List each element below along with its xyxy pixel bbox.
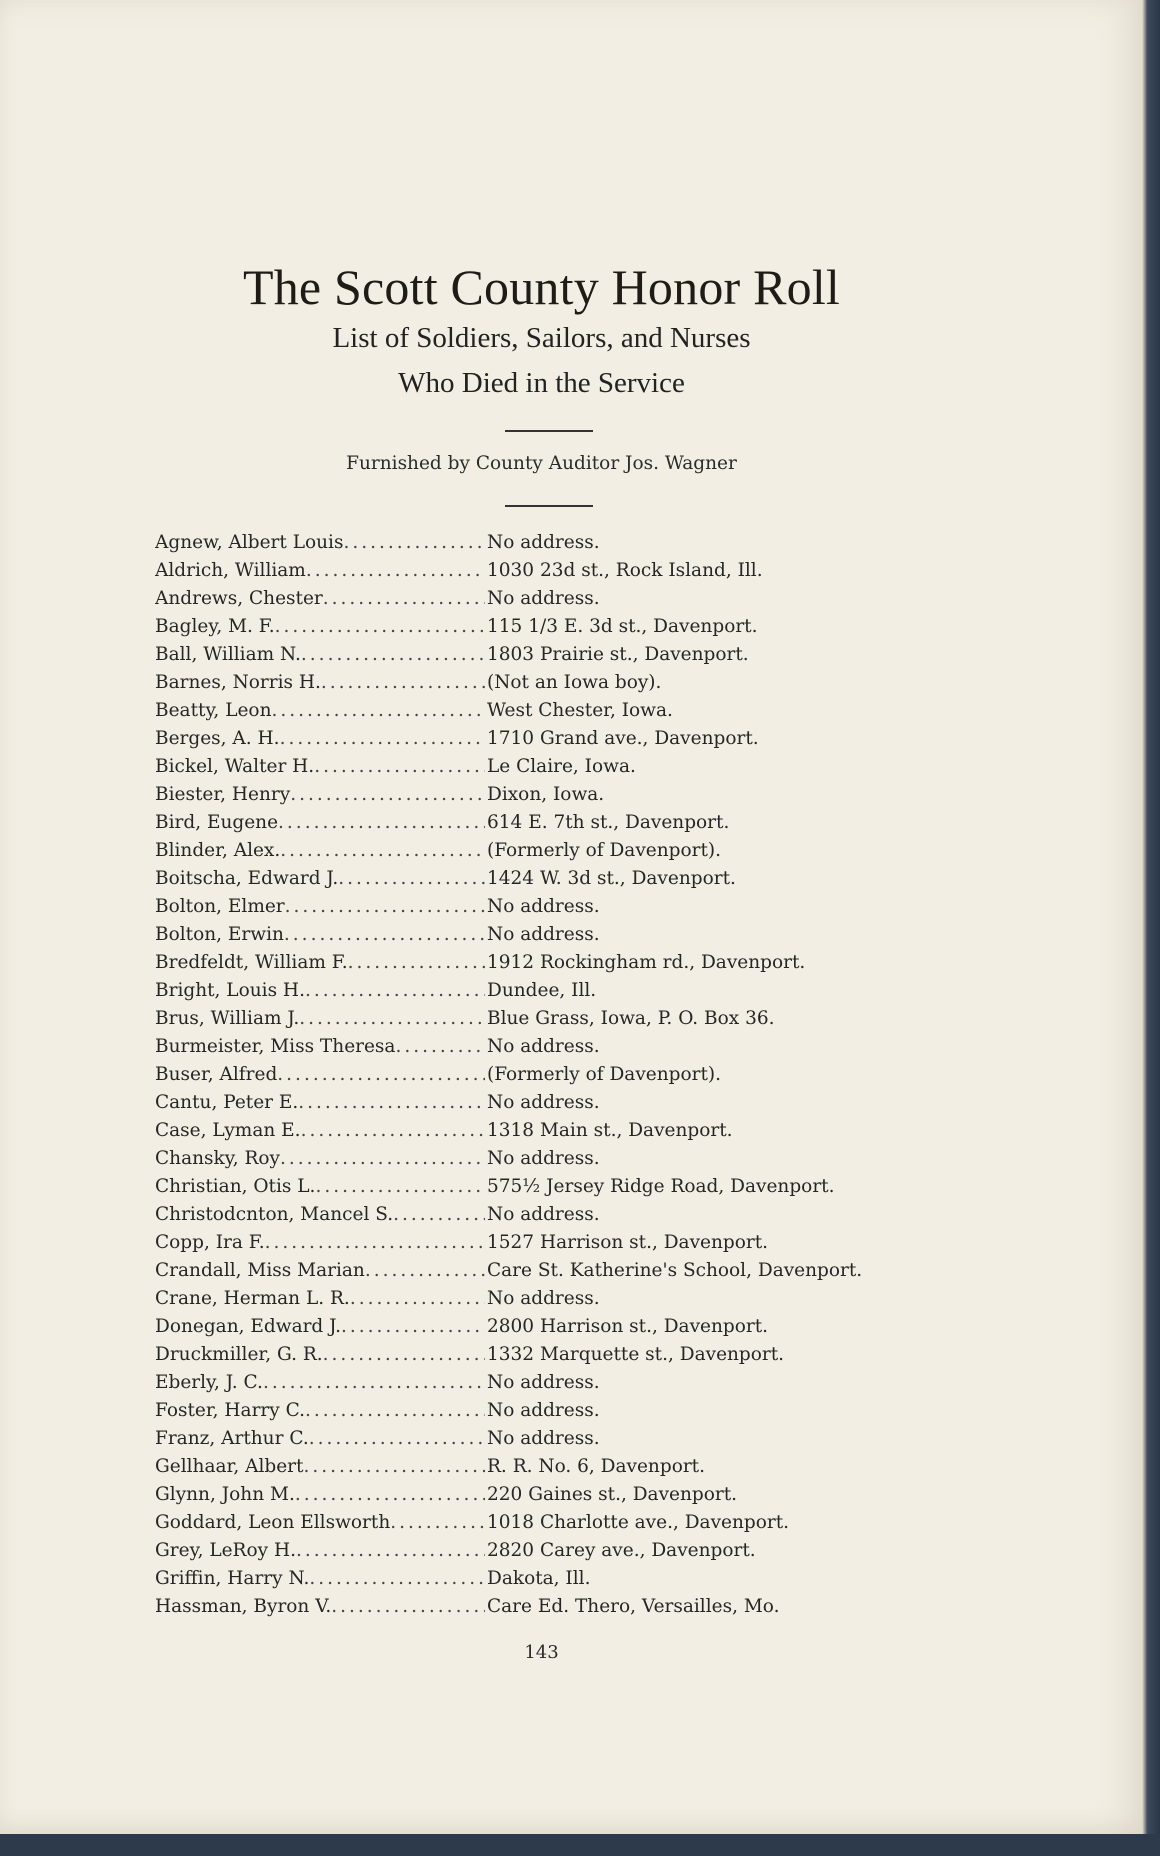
- soldier-name: Bagley, M. F.: [155, 616, 275, 637]
- soldier-name: Glynn, John M.: [155, 1484, 295, 1505]
- book-spine-edge: [1142, 0, 1160, 1856]
- dot-leader: [393, 1204, 485, 1225]
- soldier-name: Brus, William J.: [155, 1008, 300, 1029]
- name-cell: [155, 1512, 485, 1533]
- name-cell: [155, 1288, 485, 1309]
- honor-roll-list: [155, 532, 935, 1624]
- soldier-name: Cantu, Peter E.: [155, 1092, 299, 1113]
- list-item: [155, 728, 935, 756]
- soldier-name: Bolton, Erwin: [155, 924, 284, 945]
- soldier-name: Crane, Herman L. R.: [155, 1288, 350, 1309]
- name-cell: [155, 1008, 485, 1029]
- soldier-address: R. R. No. 6, Davenport.: [487, 1456, 705, 1477]
- list-item: [155, 1260, 935, 1288]
- name-cell: [155, 1120, 485, 1141]
- dot-leader: [305, 1400, 485, 1421]
- divider-top: [505, 430, 593, 432]
- soldier-name: Berges, A. H.: [155, 728, 280, 749]
- list-item: [155, 1148, 935, 1176]
- soldier-address: No address.: [487, 588, 600, 609]
- name-cell: [155, 728, 485, 749]
- list-item: [155, 1512, 935, 1540]
- dot-leader: [315, 1176, 485, 1197]
- dot-leader: [390, 1512, 485, 1533]
- soldier-address: (Formerly of Davenport).: [487, 1064, 722, 1085]
- soldier-address: 1332 Marquette st., Davenport.: [487, 1344, 785, 1365]
- name-cell: [155, 1148, 485, 1169]
- soldier-name: Bright, Louis H.: [155, 980, 305, 1001]
- list-item: [155, 1008, 935, 1036]
- soldier-address: 1710 Grand ave., Davenport.: [487, 728, 759, 749]
- list-item: [155, 560, 935, 588]
- soldier-address: No address.: [487, 1372, 600, 1393]
- soldier-name: Franz, Arthur C.: [155, 1428, 309, 1449]
- dot-leader: [284, 924, 485, 945]
- soldier-name: Buser, Alfred: [155, 1064, 278, 1085]
- soldier-name: Grey, LeRoy H.: [155, 1540, 296, 1561]
- list-item: [155, 1176, 935, 1204]
- list-item: [155, 784, 935, 812]
- list-item: [155, 868, 935, 896]
- name-cell: [155, 1456, 485, 1477]
- list-item: [155, 1456, 935, 1484]
- soldier-name: Crandall, Miss Marian: [155, 1260, 365, 1281]
- dot-leader: [285, 896, 485, 917]
- list-item: [155, 756, 935, 784]
- name-cell: [155, 1260, 485, 1281]
- list-item: [155, 1540, 935, 1568]
- list-item: [155, 1596, 935, 1624]
- soldier-name: Druckmiller, G. R.: [155, 1344, 323, 1365]
- dot-leader: [301, 644, 485, 665]
- dot-leader: [299, 1008, 485, 1029]
- dot-leader: [280, 728, 485, 749]
- dot-leader: [343, 532, 485, 553]
- dot-leader: [271, 700, 485, 721]
- name-cell: [155, 1092, 485, 1113]
- name-cell: [155, 532, 485, 553]
- soldier-address: 1912 Rockingham rd., Davenport.: [487, 952, 806, 973]
- soldier-name: Gellhaar, Albert: [155, 1456, 304, 1477]
- name-cell: [155, 1540, 485, 1561]
- soldier-address: Care Ed. Thero, Versailles, Mo.: [487, 1596, 780, 1617]
- page-title: The Scott County Honor Roll: [242, 259, 841, 315]
- soldier-name: Christodcnton, Mancel S.: [155, 1204, 394, 1225]
- dot-leader: [275, 616, 485, 637]
- soldier-name: Biester, Henry: [155, 784, 291, 805]
- divider-bottom: [505, 505, 593, 507]
- soldier-address: No address.: [487, 924, 600, 945]
- dot-leader: [323, 1344, 485, 1365]
- list-item: [155, 840, 935, 868]
- soldier-address: No address.: [487, 1288, 600, 1309]
- dot-leader: [298, 1092, 485, 1113]
- name-cell: [155, 1176, 485, 1197]
- list-item: [155, 1092, 935, 1120]
- soldier-name: Aldrich, William: [155, 560, 306, 581]
- soldier-name: Case, Lyman E.: [155, 1120, 301, 1141]
- name-cell: [155, 644, 485, 665]
- dot-leader: [314, 756, 485, 777]
- name-cell: [155, 1568, 485, 1589]
- book-cover-edge: [0, 1834, 1160, 1856]
- soldier-address: No address.: [487, 896, 600, 917]
- page-number: 143: [524, 1642, 559, 1663]
- dot-leader: [290, 784, 485, 805]
- soldier-name: Bird, Eugene: [155, 812, 279, 833]
- soldier-address: 115 1/3 E. 3d st., Davenport.: [487, 616, 758, 637]
- soldier-address: 1318 Main st., Davenport.: [487, 1120, 733, 1141]
- list-item: [155, 700, 935, 728]
- soldier-address: No address.: [487, 1428, 600, 1449]
- soldier-address: 2800 Harrison st., Davenport.: [487, 1316, 769, 1337]
- name-cell: [155, 616, 485, 637]
- name-cell: [155, 896, 485, 917]
- soldier-name: Foster, Harry C.: [155, 1400, 305, 1421]
- soldier-address: 1527 Harrison st., Davenport.: [487, 1232, 769, 1253]
- soldier-address: 1803 Prairie st., Davenport.: [487, 644, 749, 665]
- name-cell: [155, 1232, 485, 1253]
- list-item: [155, 1232, 935, 1260]
- name-cell: [155, 1372, 485, 1393]
- name-cell: [155, 812, 485, 833]
- soldier-name: Donegan, Edward J.: [155, 1316, 342, 1337]
- name-cell: [155, 756, 485, 777]
- dot-leader: [321, 672, 485, 693]
- name-cell: [155, 1344, 485, 1365]
- dot-leader: [350, 1288, 485, 1309]
- credit-line: Furnished by County Auditor Jos. Wagner: [346, 453, 737, 474]
- dot-leader: [395, 1036, 485, 1057]
- soldier-address: 1018 Charlotte ave., Davenport.: [487, 1512, 790, 1533]
- soldier-address: Care St. Katherine's School, Davenport.: [487, 1260, 863, 1281]
- dot-leader: [277, 1064, 485, 1085]
- soldier-name: Hassman, Byron V.: [155, 1596, 332, 1617]
- soldier-address: No address.: [487, 1148, 600, 1169]
- list-item: [155, 1204, 935, 1232]
- soldier-address: Dakota, Ill.: [487, 1568, 591, 1589]
- name-cell: [155, 1400, 485, 1421]
- list-item: [155, 1288, 935, 1316]
- dot-leader: [331, 1596, 485, 1617]
- soldier-address: No address.: [487, 1400, 600, 1421]
- dot-leader: [296, 1540, 485, 1561]
- list-item: [155, 1064, 935, 1092]
- dot-leader: [309, 1428, 485, 1449]
- name-cell: [155, 1036, 485, 1057]
- soldier-name: Barnes, Norris H.: [155, 672, 321, 693]
- soldier-name: Blinder, Alex.: [155, 840, 281, 861]
- soldier-address: No address.: [487, 532, 600, 553]
- name-cell: [155, 588, 485, 609]
- list-item: [155, 1400, 935, 1428]
- soldier-name: Bredfeldt, William F.: [155, 952, 348, 973]
- list-item: [155, 812, 935, 840]
- dot-leader: [295, 1484, 485, 1505]
- list-item: [155, 616, 935, 644]
- name-cell: [155, 672, 485, 693]
- soldier-name: Bickel, Walter H.: [155, 756, 315, 777]
- list-item: [155, 896, 935, 924]
- soldier-address: Dixon, Iowa.: [487, 784, 605, 805]
- soldier-name: Boitscha, Edward J.: [155, 868, 339, 889]
- soldier-address: No address.: [487, 1036, 600, 1057]
- list-item: [155, 644, 935, 672]
- name-cell: [155, 700, 485, 721]
- dot-leader: [305, 980, 485, 1001]
- list-item: [155, 1120, 935, 1148]
- dot-leader: [323, 588, 485, 609]
- soldier-name: Chansky, Roy: [155, 1148, 280, 1169]
- dot-leader: [263, 1372, 485, 1393]
- list-item: [155, 1316, 935, 1344]
- name-cell: [155, 560, 485, 581]
- soldier-address: 220 Gaines st., Davenport.: [487, 1484, 738, 1505]
- list-item: [155, 672, 935, 700]
- name-cell: [155, 1428, 485, 1449]
- soldier-name: Eberly, J. C.: [155, 1372, 263, 1393]
- soldier-address: Dundee, Ill.: [487, 980, 597, 1001]
- soldier-address: 1030 23d st., Rock Island, Ill.: [487, 560, 763, 581]
- soldier-name: Andrews, Chester: [155, 588, 323, 609]
- dot-leader: [265, 1232, 485, 1253]
- list-item: [155, 1036, 935, 1064]
- soldier-name: Christian, Otis L.: [155, 1176, 316, 1197]
- dot-leader: [365, 1260, 485, 1281]
- name-cell: [155, 924, 485, 945]
- list-item: [155, 1372, 935, 1400]
- soldier-address: (Formerly of Davenport).: [487, 840, 722, 861]
- dot-leader: [280, 1148, 485, 1169]
- soldier-address: (Not an Iowa boy).: [487, 672, 662, 693]
- soldier-address: Blue Grass, Iowa, P. O. Box 36.: [487, 1008, 775, 1029]
- name-cell: [155, 952, 485, 973]
- name-cell: [155, 1484, 485, 1505]
- list-item: [155, 980, 935, 1008]
- list-item: [155, 1484, 935, 1512]
- name-cell: [155, 840, 485, 861]
- list-item: [155, 1428, 935, 1456]
- soldier-name: Bolton, Elmer: [155, 896, 285, 917]
- soldier-name: Griffin, Harry N.: [155, 1568, 310, 1589]
- name-cell: [155, 868, 485, 889]
- dot-leader: [338, 868, 485, 889]
- soldier-name: Ball, William N.: [155, 644, 301, 665]
- soldier-address: No address.: [487, 1092, 600, 1113]
- dot-leader: [341, 1316, 485, 1337]
- soldier-name: Burmeister, Miss Theresa: [155, 1036, 396, 1057]
- subtitle-line-2: Who Died in the Service: [398, 367, 685, 399]
- soldier-address: 2820 Carey ave., Davenport.: [487, 1540, 756, 1561]
- name-cell: [155, 1064, 485, 1085]
- name-cell: [155, 784, 485, 805]
- soldier-address: 614 E. 7th st., Davenport.: [487, 812, 730, 833]
- list-item: [155, 588, 935, 616]
- soldier-address: Le Claire, Iowa.: [487, 756, 636, 777]
- soldier-address: 1424 W. 3d st., Davenport.: [487, 868, 736, 889]
- list-item: [155, 952, 935, 980]
- soldier-address: West Chester, Iowa.: [487, 700, 673, 721]
- list-item: [155, 532, 935, 560]
- soldier-address: 575½ Jersey Ridge Road, Davenport.: [487, 1176, 835, 1197]
- name-cell: [155, 1316, 485, 1337]
- dot-leader: [309, 1568, 485, 1589]
- dot-leader: [280, 840, 485, 861]
- list-item: [155, 924, 935, 952]
- dot-leader: [306, 560, 485, 581]
- soldier-name: Goddard, Leon Ellsworth: [155, 1512, 391, 1533]
- soldier-name: Beatty, Leon: [155, 700, 272, 721]
- dot-leader: [303, 1456, 485, 1477]
- dot-leader: [348, 952, 485, 973]
- name-cell: [155, 1204, 485, 1225]
- dot-leader: [301, 1120, 485, 1141]
- soldier-name: Copp, Ira F.: [155, 1232, 265, 1253]
- soldier-name: Agnew, Albert Louis: [155, 532, 344, 553]
- dot-leader: [278, 812, 485, 833]
- list-item: [155, 1344, 935, 1372]
- name-cell: [155, 980, 485, 1001]
- list-item: [155, 1568, 935, 1596]
- subtitle-line-1: List of Soldiers, Sailors, and Nurses: [332, 322, 751, 354]
- soldier-address: No address.: [487, 1204, 600, 1225]
- name-cell: [155, 1596, 485, 1617]
